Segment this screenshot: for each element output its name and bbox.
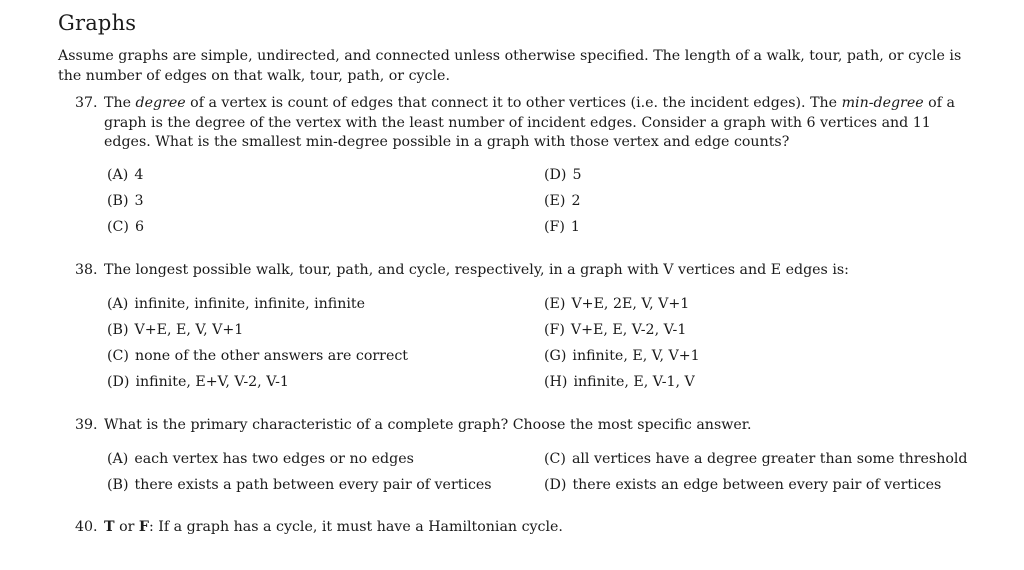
question-text: The longest possible walk, tour, path, and cycle, respectively, in a graph with V vertices and E edges is: bbox=[104, 262, 849, 278]
option-text: infinite, E+V, V-2, V-1 bbox=[135, 374, 289, 390]
option-label: (D) bbox=[544, 477, 567, 493]
option-text: V+E, E, V, V+1 bbox=[134, 322, 244, 338]
option-label: (E) bbox=[544, 193, 566, 209]
option-label: (A) bbox=[107, 451, 129, 467]
option-label: (A) bbox=[107, 296, 129, 312]
q38-option-f[interactable] bbox=[544, 320, 686, 340]
q37-option-f[interactable] bbox=[544, 217, 580, 237]
q37-option-d[interactable] bbox=[544, 165, 581, 185]
term-degree: degree bbox=[135, 95, 186, 111]
option-text: infinite, E, V-1, V bbox=[573, 374, 695, 390]
option-label: (B) bbox=[107, 322, 129, 338]
q38-option-d[interactable] bbox=[107, 372, 289, 392]
option-text: 2 bbox=[571, 193, 581, 209]
option-text: 5 bbox=[572, 167, 582, 183]
option-label: (H) bbox=[544, 374, 568, 390]
question-number: 39. bbox=[75, 417, 98, 433]
option-label: (C) bbox=[107, 219, 129, 235]
option-text: 1 bbox=[570, 219, 580, 235]
option-label: (F) bbox=[544, 322, 565, 338]
true-marker: T bbox=[104, 519, 115, 535]
q38-option-g[interactable] bbox=[544, 346, 700, 366]
q37-option-a[interactable] bbox=[107, 165, 143, 185]
question-text-part: The bbox=[104, 95, 136, 111]
option-label: (B) bbox=[107, 477, 129, 493]
question-text-part: or bbox=[114, 519, 139, 535]
term-min-degree: min-degree bbox=[841, 95, 924, 111]
q37-option-e[interactable] bbox=[544, 191, 580, 211]
q38-option-c[interactable] bbox=[107, 346, 408, 366]
option-text: V+E, E, V-2, V-1 bbox=[570, 322, 687, 338]
question-39 bbox=[75, 416, 965, 436]
question-37 bbox=[75, 94, 965, 153]
question-text-part: : If a graph has a cycle, it must have a Hamiltonian cycle. bbox=[148, 519, 563, 535]
intro-paragraph: Assume graphs are simple, undirected, and connected unless otherwise specified. The length of a walk, tour, path, or cycle is the number of edges on that walk, tour, path, or cycle. bbox=[58, 48, 962, 84]
option-label: (A) bbox=[107, 167, 129, 183]
question-40 bbox=[75, 518, 965, 538]
question-text: What is the primary characteristic of a complete graph? Choose the most specific answer. bbox=[104, 417, 752, 433]
q39-option-a[interactable] bbox=[107, 449, 414, 469]
q37-option-c[interactable] bbox=[107, 217, 144, 237]
q37-option-b[interactable] bbox=[107, 191, 144, 211]
question-text bbox=[104, 518, 965, 538]
option-text: 4 bbox=[134, 167, 144, 183]
q38-option-e[interactable] bbox=[544, 294, 689, 314]
q38-option-b[interactable] bbox=[107, 320, 243, 340]
option-text: there exists a path between every pair of vertices bbox=[134, 477, 492, 493]
option-label: (E) bbox=[544, 296, 566, 312]
option-text: each vertex has two edges or no edges bbox=[134, 451, 414, 467]
question-38 bbox=[75, 261, 965, 281]
option-text: none of the other answers are correct bbox=[134, 348, 409, 364]
option-label: (D) bbox=[107, 374, 130, 390]
option-label: (D) bbox=[544, 167, 567, 183]
option-text: V+E, 2E, V, V+1 bbox=[571, 296, 690, 312]
question-text bbox=[104, 94, 965, 153]
q39-option-d[interactable] bbox=[544, 475, 941, 495]
option-label: (G) bbox=[544, 348, 567, 364]
option-label: (B) bbox=[107, 193, 129, 209]
option-text: there exists an edge between every pair of vertices bbox=[572, 477, 942, 493]
option-text: infinite, infinite, infinite, infinite bbox=[134, 296, 366, 312]
question-number: 40. bbox=[75, 519, 98, 535]
q39-option-c[interactable] bbox=[544, 449, 968, 469]
q38-option-a[interactable] bbox=[107, 294, 365, 314]
option-label: (C) bbox=[107, 348, 129, 364]
option-text: 6 bbox=[134, 219, 144, 235]
false-marker: F bbox=[138, 519, 149, 535]
question-number: 38. bbox=[75, 262, 98, 278]
question-number: 37. bbox=[75, 95, 98, 111]
option-text: all vertices have a degree greater than some threshold bbox=[571, 451, 968, 467]
option-text: 3 bbox=[134, 193, 144, 209]
section-title: Graphs bbox=[58, 11, 137, 35]
question-text-part: of a graph is the degree of the vertex with the least number of incident edges. Consider a graph with 6 vertices and 11 edges. What is the smallest min-degree possible in a graph with those vertex and edge counts? bbox=[104, 95, 955, 150]
option-label: (C) bbox=[544, 451, 566, 467]
q39-option-b[interactable] bbox=[107, 475, 492, 495]
option-text: infinite, E, V, V+1 bbox=[572, 348, 700, 364]
q38-option-h[interactable] bbox=[544, 372, 695, 392]
option-label: (F) bbox=[544, 219, 565, 235]
question-text-part: of a vertex is count of edges that connect it to other vertices (i.e. the incident edges). The bbox=[185, 95, 842, 111]
